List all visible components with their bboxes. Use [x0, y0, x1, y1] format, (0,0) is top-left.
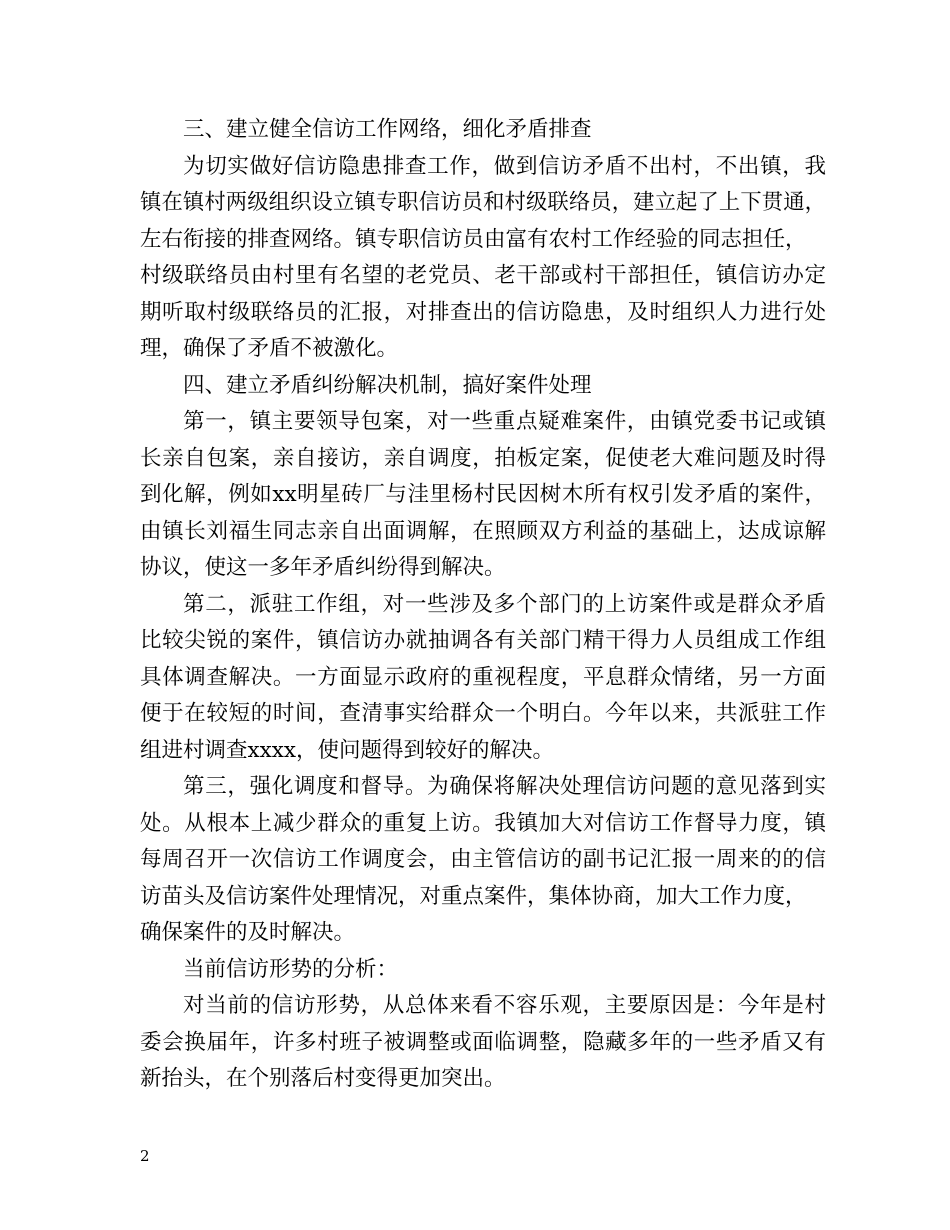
text-line: 长亲自包案，亲自接访，亲自调度，拍板定案，促使老大难问题及时得 — [140, 445, 826, 471]
text-line: 确保案件的及时解决。 — [140, 920, 356, 945]
text-line: 协议，使这一多年矛盾纠纷得到解决。 — [140, 555, 506, 580]
text-line: 理，确保了矛盾不被激化。 — [140, 336, 399, 361]
text-line: 镇在镇村两级组织设立镇专职信访员和村级联络员，建立起了上下贯通， — [140, 190, 826, 215]
text-line: 三、建立健全信访工作网络，细化矛盾排查 — [183, 117, 592, 142]
text-line: 第二，派驻工作组，对一些涉及多个部门的上访案件或是群众矛盾 — [183, 591, 826, 617]
text-line: 访苗头及信访案件处理情况，对重点案件，集体协商，加大工作力度， — [140, 883, 807, 909]
document-body — [140, 112, 826, 1098]
text-line: 具体调查解决。一方面显示政府的重视程度，平息群众情绪，另一方面 — [140, 664, 826, 690]
text-line: 新抬头，在个别落后村变得更加突出。 — [140, 1066, 506, 1091]
text-line: 第三，强化调度和督导。为确保将解决处理信访问题的意见落到实 — [183, 774, 826, 799]
text-line: 为切实做好信访隐患排查工作，做到信访矛盾不出村，不出镇，我 — [183, 153, 826, 179]
text-line: 左右衔接的排查网络。镇专职信访员由富有农村工作经验的同志担任， — [140, 226, 807, 252]
text-line: 比较尖锐的案件，镇信访办就抽调各有关部门精干得力人员组成工作组 — [140, 628, 826, 653]
text-line: 委会换届年，许多村班子被调整或面临调整，隐藏多年的一些矛盾又有 — [140, 1029, 826, 1055]
text-line: 处。从根本上减少群众的重复上访。我镇加大对信访工作督导力度，镇 — [140, 810, 826, 836]
text-line: 由镇长刘福生同志亲自出面调解，在照顾双方利益的基础上，达成谅解 — [140, 518, 826, 544]
text-line: 对当前的信访形势，从总体来看不容乐观，主要原因是：今年是村 — [183, 993, 826, 1018]
page-number: 2 — [140, 1147, 150, 1165]
text-line: 期听取村级联络员的汇报，对排查出的信访隐患，及时组织人力进行处 — [140, 299, 826, 325]
text-line: 第一，镇主要领导包案，对一些重点疑难案件，由镇党委书记或镇 — [183, 409, 826, 434]
text-line: 村级联络员由村里有名望的老党员、老干部或村干部担任，镇信访办定 — [140, 263, 826, 288]
text-line: 当前信访形势的分析： — [183, 956, 399, 982]
text-line: 每周召开一次信访工作调度会，由主管信访的副书记汇报一周来的的信 — [140, 847, 826, 872]
text-line: 便于在较短的时间，查清事实给群众一个明白。今年以来，共派驻工作 — [140, 701, 826, 726]
text-line: 四、建立矛盾纠纷解决机制，搞好案件处理 — [183, 372, 592, 398]
text-line: 到化解，例如xx明星砖厂与洼里杨村民因树木所有权引发矛盾的案件， — [140, 482, 826, 507]
text-line: 组进村调查xxxx，使问题得到较好的解决。 — [140, 737, 555, 763]
